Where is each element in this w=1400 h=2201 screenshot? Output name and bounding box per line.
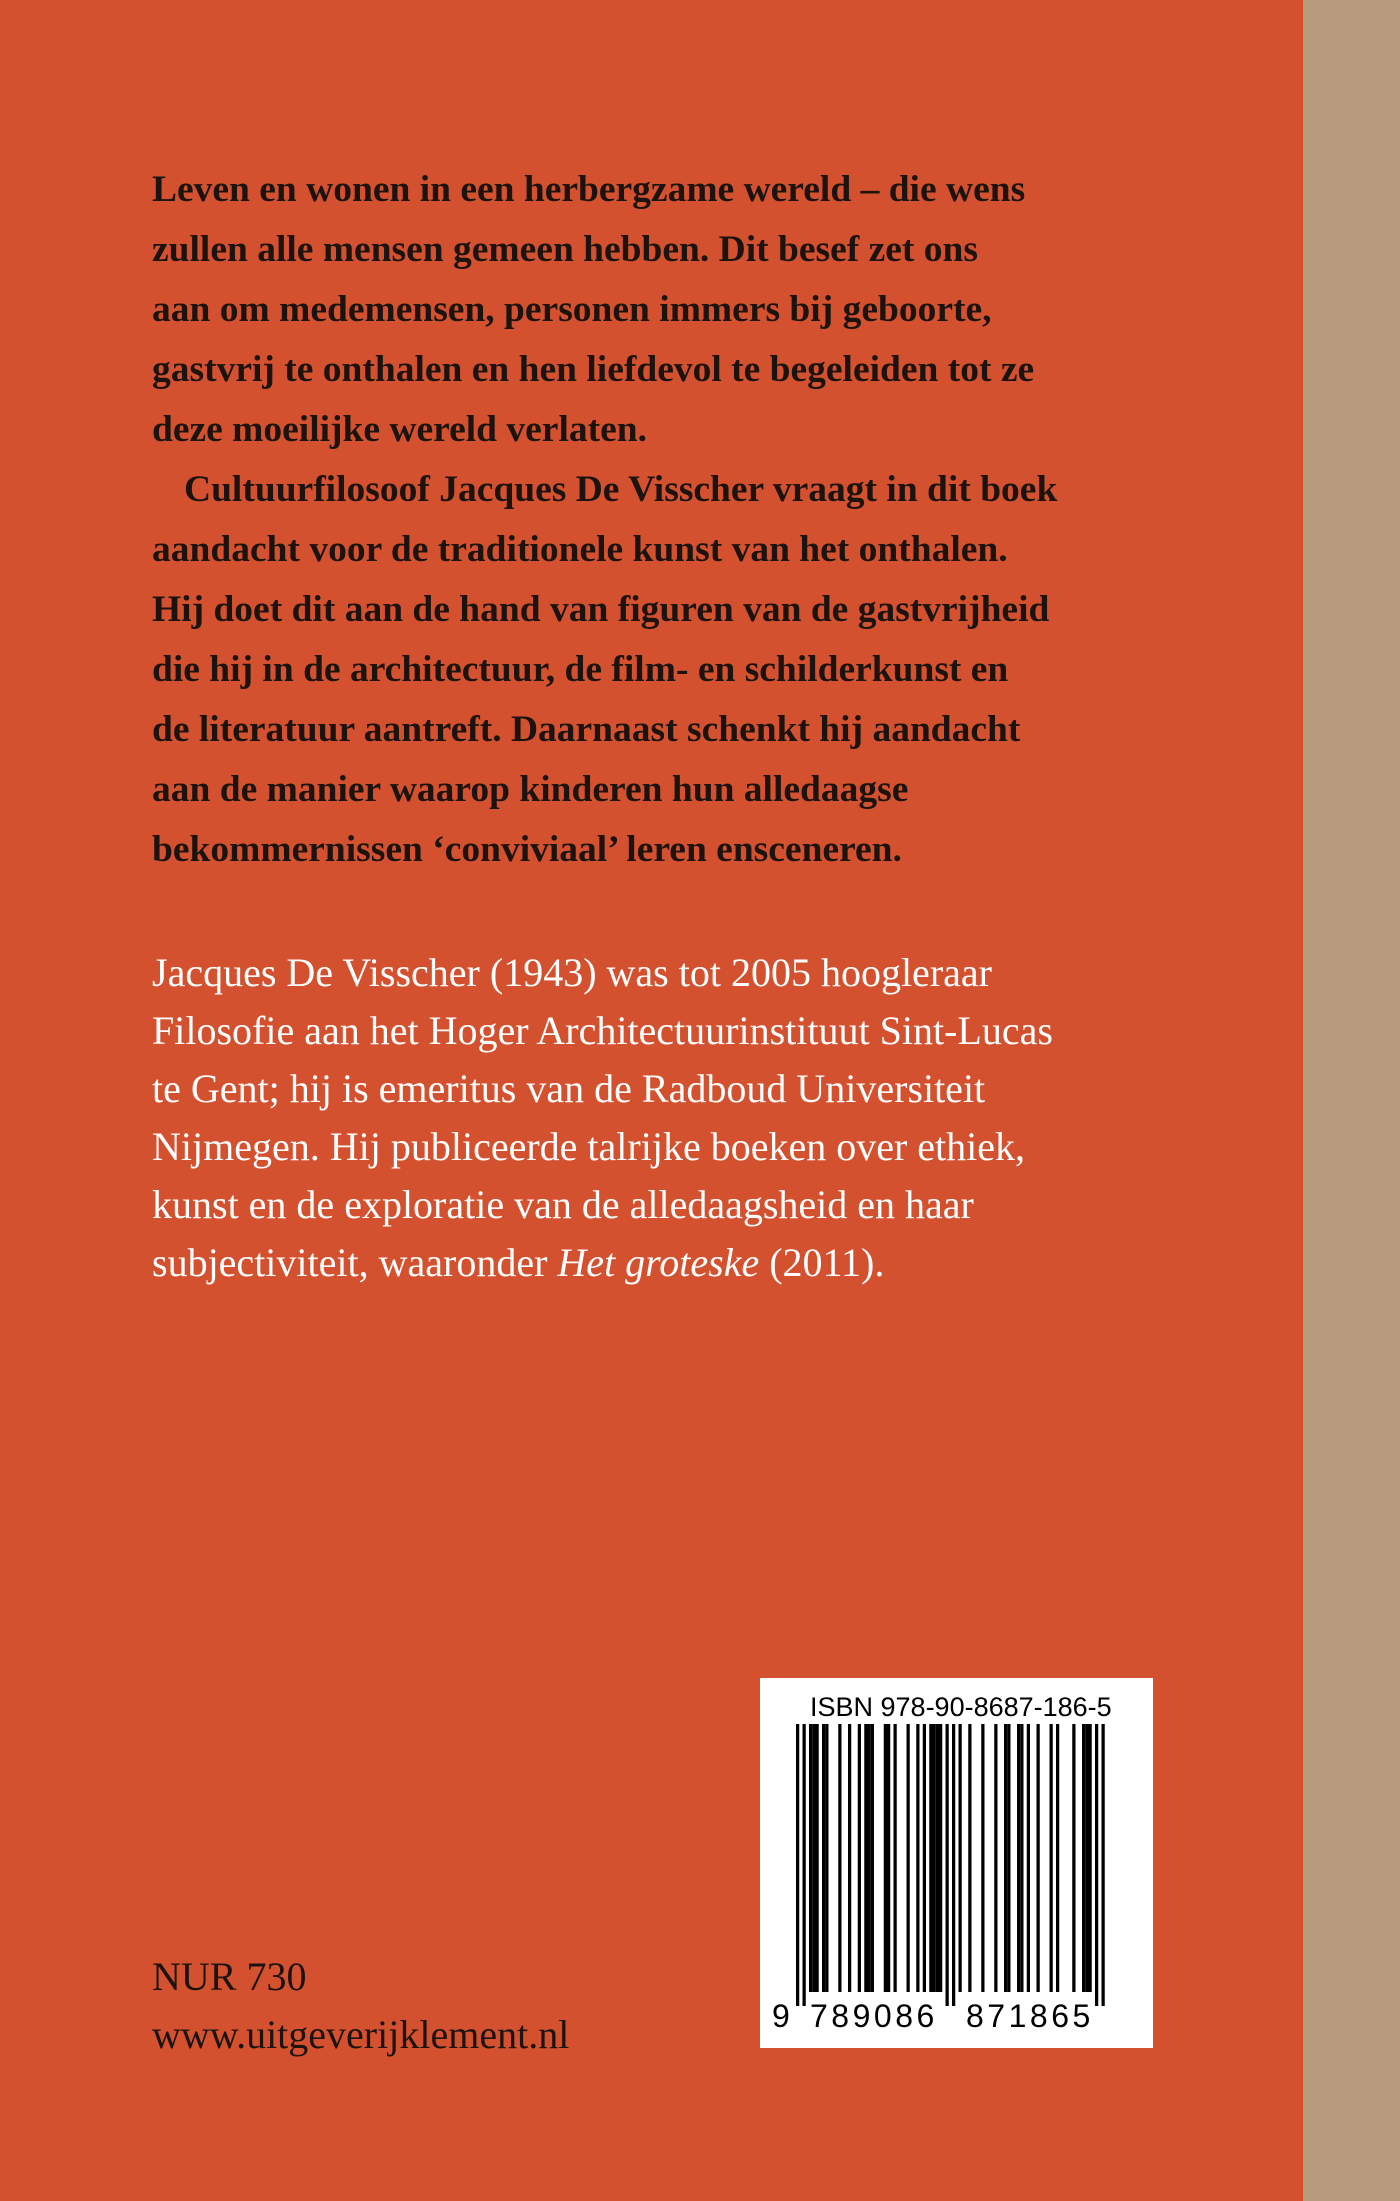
publisher-website: www.uitgeverijklement.nl: [152, 2012, 570, 2057]
barcode-bar: [1056, 1724, 1059, 1992]
barcode-bar: [809, 1724, 812, 1992]
barcode-bar: [1017, 1724, 1020, 1992]
barcode-bar: [1102, 1724, 1105, 2006]
blurb-line: aan de manier waarop kinderen hun alledaagse: [152, 769, 909, 810]
bio-text: subjectiviteit, waaronder: [152, 1240, 558, 1285]
bio-line: Jacques De Visscher (1943) was tot 2005 hoogleraar: [152, 950, 992, 995]
blurb-line: Cultuurfilosoof Jacques De Visscher vraagt in dit boek: [184, 469, 1058, 510]
book-title: Het groteske: [557, 1240, 760, 1285]
barcode-bar: [822, 1724, 825, 1992]
barcode-bar: [933, 1724, 936, 1992]
barcode-bar: [1085, 1724, 1088, 1992]
blurb-line: bekommernissen ‘conviviaal’ leren ensceneren.: [152, 829, 902, 870]
bio-line: Filosofie aan het Hoger Architectuurinstituut Sint-Lucas: [152, 1008, 1053, 1053]
blurb-line: aandacht voor de traditionele kunst van het onthalen.: [152, 529, 1008, 570]
barcode-bar: [864, 1724, 867, 1992]
barcode-bar: [959, 1724, 962, 1992]
barcode-bar: [812, 1724, 815, 1992]
bio-text: (2011).: [759, 1240, 885, 1285]
imprint: [152, 1948, 569, 2064]
barcode-bar: [848, 1724, 851, 1992]
barcode-bar: [929, 1724, 932, 1992]
barcode-bar: [968, 1724, 971, 1992]
barcode-bar: [994, 1724, 997, 1992]
barcode-bar: [981, 1724, 984, 1992]
bio-line: Nijmegen. Hij publiceerde talrijke boeken over ethiek,: [152, 1124, 1026, 1169]
blurb: [152, 160, 1162, 880]
barcode-bar: [1082, 1724, 1085, 1992]
isbn-number: ISBN 978-90-8687-186-5: [810, 1692, 1112, 1722]
barcode-bar: [939, 1724, 942, 1992]
barcode-bar: [1095, 1724, 1098, 2006]
barcode-bar: [871, 1724, 874, 1992]
barcode-bar: [936, 1724, 939, 1992]
blurb-line: zullen alle mensen gemeen hebben. Dit besef zet ons: [152, 229, 978, 270]
barcode-bar: [796, 1724, 799, 2006]
barcode-bar: [825, 1724, 828, 1992]
barcode-bar: [916, 1724, 919, 1992]
bio-line: kunst en de exploratie van de alledaagsheid en haar: [152, 1182, 974, 1227]
barcode-bar: [816, 1724, 819, 1992]
isbn-barcode: [760, 1678, 1153, 2048]
barcode-bar: [894, 1724, 897, 1992]
author-bio: [152, 944, 1182, 1292]
barcode-bar: [1072, 1724, 1075, 1992]
barcode-bar: [1050, 1724, 1053, 1992]
barcode-bar: [1007, 1724, 1010, 1992]
blurb-line: de literatuur aantreft. Daarnaast schenkt hij aandacht: [152, 709, 1021, 750]
nur-code: NUR 730: [152, 1954, 307, 1999]
barcode-bars: [760, 1678, 1153, 2048]
barcode-bar: [907, 1724, 910, 1992]
barcode-bar: [952, 1724, 955, 2006]
barcode-bar: [923, 1724, 926, 1992]
bio-line: te Gent; hij is emeritus van de Radboud Universiteit: [152, 1066, 986, 1111]
barcode-digits-right: 871865: [966, 1998, 1094, 2034]
barcode-bar: [1004, 1724, 1007, 1992]
barcode-digit-first: 9: [772, 1998, 790, 2034]
barcode-bar: [1089, 1724, 1092, 1992]
blurb-paragraph-1: [152, 160, 1162, 460]
blurb-line: gastvrij te onthalen en hen liefdevol te begeleiden tot ze: [152, 349, 1035, 390]
barcode-bar: [868, 1724, 871, 1992]
spine-strip: [1303, 0, 1400, 2201]
barcode-bar: [803, 1724, 806, 2006]
blurb-line: aan om medemensen, personen immers bij geboorte,: [152, 289, 992, 330]
blurb-line: deze moeilijke wereld verlaten.: [152, 409, 647, 450]
barcode-bar: [1027, 1724, 1030, 1992]
barcode-digits-left: 789086: [810, 1998, 938, 2034]
barcode-bar: [887, 1724, 890, 1992]
barcode-bar: [1020, 1724, 1023, 1992]
bio-line-last: [152, 1234, 1182, 1292]
barcode-bar: [884, 1724, 887, 1992]
blurb-line: Leven en wonen in een herbergzame wereld – die wens: [152, 169, 1026, 210]
blurb-line: Hij doet dit aan de hand van figuren van de gastvrijheid: [152, 589, 1050, 630]
barcode-bar: [1037, 1724, 1040, 1992]
blurb-line: die hij in de architectuur, de film- en schilderkunst en: [152, 649, 1009, 690]
barcode-bar: [946, 1724, 949, 2006]
blurb-paragraph-2: [152, 460, 1162, 880]
barcode-bar: [838, 1724, 841, 1992]
barcode-bar: [858, 1724, 861, 1992]
